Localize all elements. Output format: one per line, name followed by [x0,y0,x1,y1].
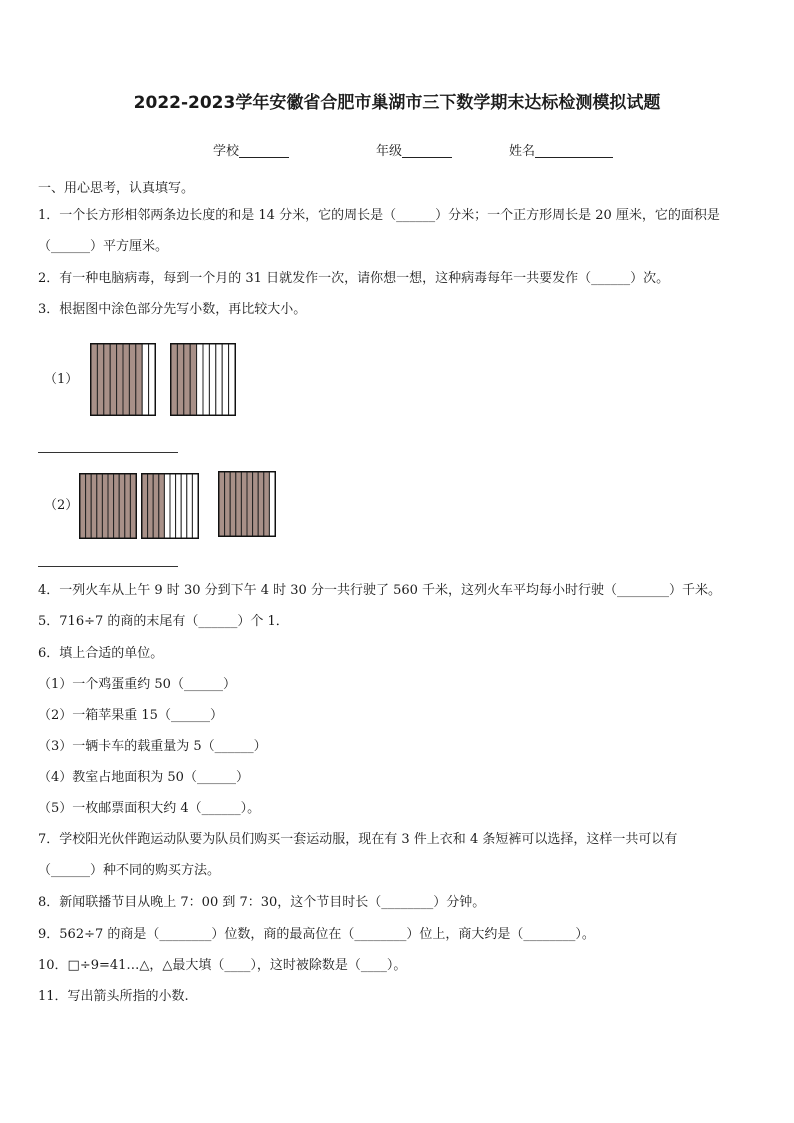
question-5: 5．716÷7 的商的末尾有（______）个 1． [38,614,289,629]
question-6-2: （2）一箱苹果重 15（______） [38,708,223,723]
shaded-column [247,472,253,536]
answer-line-2[interactable] [38,566,178,567]
shaded-column [123,344,129,415]
unshaded-column [203,344,209,415]
question-11: 11．写出箭头所指的小数. [38,989,189,1004]
unshaded-column [222,344,228,415]
shaded-column [102,474,108,538]
question-1-continued: （______）平方厘米。 [38,239,169,254]
figure-label-1: （1） [44,372,79,387]
unshaded-column [229,344,235,415]
unshaded-column [164,474,170,538]
unshaded-column [181,474,187,538]
shaded-column [97,474,103,538]
shaded-column [153,474,159,538]
unshaded-column [187,474,193,538]
shaded-column [264,472,270,536]
shaded-column [117,344,123,415]
shaded-column [171,344,177,415]
question-10: 10．□÷9=41…△，△最大填（____），这时被除数是（____）。 [38,958,407,973]
shaded-column [225,472,231,536]
school-blank[interactable] [239,143,289,158]
question-7-continued: （______）种不同的购买方法。 [38,863,221,878]
question-6-4: （4）教室占地面积为 50（______） [38,770,249,785]
column-grid-svg [218,471,276,537]
question-3: 3．根据图中涂色部分先写小数，再比较大小。 [38,302,307,317]
question-2: 2．有一种电脑病毒，每到一个月的 31 日就发作一次，请你想一想，这种病毒每年一共要发作（______）次。 [38,271,670,286]
unshaded-column [209,344,215,415]
shaded-column [258,472,264,536]
figure-label-2: （2） [44,498,79,513]
shaded-column [125,474,131,538]
column-grid-svg [141,473,199,539]
name-field [509,140,613,159]
shaded-column [91,344,97,415]
figure-1-grid-b [170,343,236,416]
shaded-column [159,474,165,538]
question-6-5: （5）一枚邮票面积大约 4（______）。 [38,801,261,816]
shaded-column [108,474,114,538]
question-6: 6．填上合适的单位。 [38,646,164,661]
question-4: 4．一列火车从上午 9 时 30 分到下午 4 时 30 分一共行驶了 560 千米，这列火车平均每小时行驶（________）千米。 [38,583,722,598]
unshaded-column [269,472,275,536]
question-1: 1．一个长方形相邻两条边长度的和是 14 分米，它的周长是（______）分米；一个正方形周长是 20 厘米，它的面积是 [38,208,720,223]
page-title: 2022-2023学年安徽省合肥市巢湖市三下数学期末达标检测模拟试题 [133,93,661,113]
school-label: 学校 [213,144,240,159]
unshaded-column [197,344,203,415]
unshaded-column [142,344,148,415]
figure-2-grid-b [141,473,199,539]
column-grid-svg [79,473,137,539]
question-9: 9．562÷7 的商是（________）位数，商的最高位在（________）位上，商大约是（________）。 [38,927,595,942]
shaded-column [253,472,259,536]
shaded-column [236,472,242,536]
name-blank[interactable] [535,143,613,158]
unshaded-column [216,344,222,415]
question-7: 7．学校阳光伙伴跑运动队要为队员们购买一套运动服，现在有 3 件上衣和 4 条短裤可以选择，这样一共可以有 [38,832,678,847]
shaded-column [136,344,142,415]
column-grid-svg [170,343,236,416]
unshaded-column [149,344,155,415]
figure-1-grid-a [90,343,156,416]
answer-line-1[interactable] [38,452,178,453]
school-field [213,140,289,159]
unshaded-column [176,474,182,538]
column-grid-svg [90,343,156,416]
shaded-column [190,344,196,415]
name-label: 姓名 [509,144,536,159]
shaded-column [91,474,97,538]
shaded-column [142,474,148,538]
unshaded-column [192,474,198,538]
shaded-column [177,344,183,415]
figure-2-grid-a [79,473,137,539]
question-8: 8．新闻联播节目从晚上 7：00 到 7：30，这个节目时长（________）分钟。 [38,895,486,910]
grade-label: 年级 [376,144,403,159]
shaded-column [241,472,247,536]
shaded-column [184,344,190,415]
question-6-1: （1）一个鸡蛋重约 50（______） [38,677,236,692]
grade-blank[interactable] [402,143,452,158]
shaded-column [114,474,120,538]
grade-field [376,140,452,159]
shaded-column [104,344,110,415]
shaded-column [110,344,116,415]
shaded-column [80,474,86,538]
shaded-column [219,472,225,536]
shaded-column [130,474,136,538]
question-6-3: （3）一辆卡车的载重量为 5（______） [38,739,267,754]
shaded-column [97,344,103,415]
section-heading: 一、用心思考，认真填写。 [38,181,195,196]
unshaded-column [170,474,176,538]
shaded-column [148,474,154,538]
figure-2-grid-c [218,471,276,537]
shaded-column [86,474,92,538]
shaded-column [129,344,135,415]
shaded-column [230,472,236,536]
shaded-column [119,474,125,538]
